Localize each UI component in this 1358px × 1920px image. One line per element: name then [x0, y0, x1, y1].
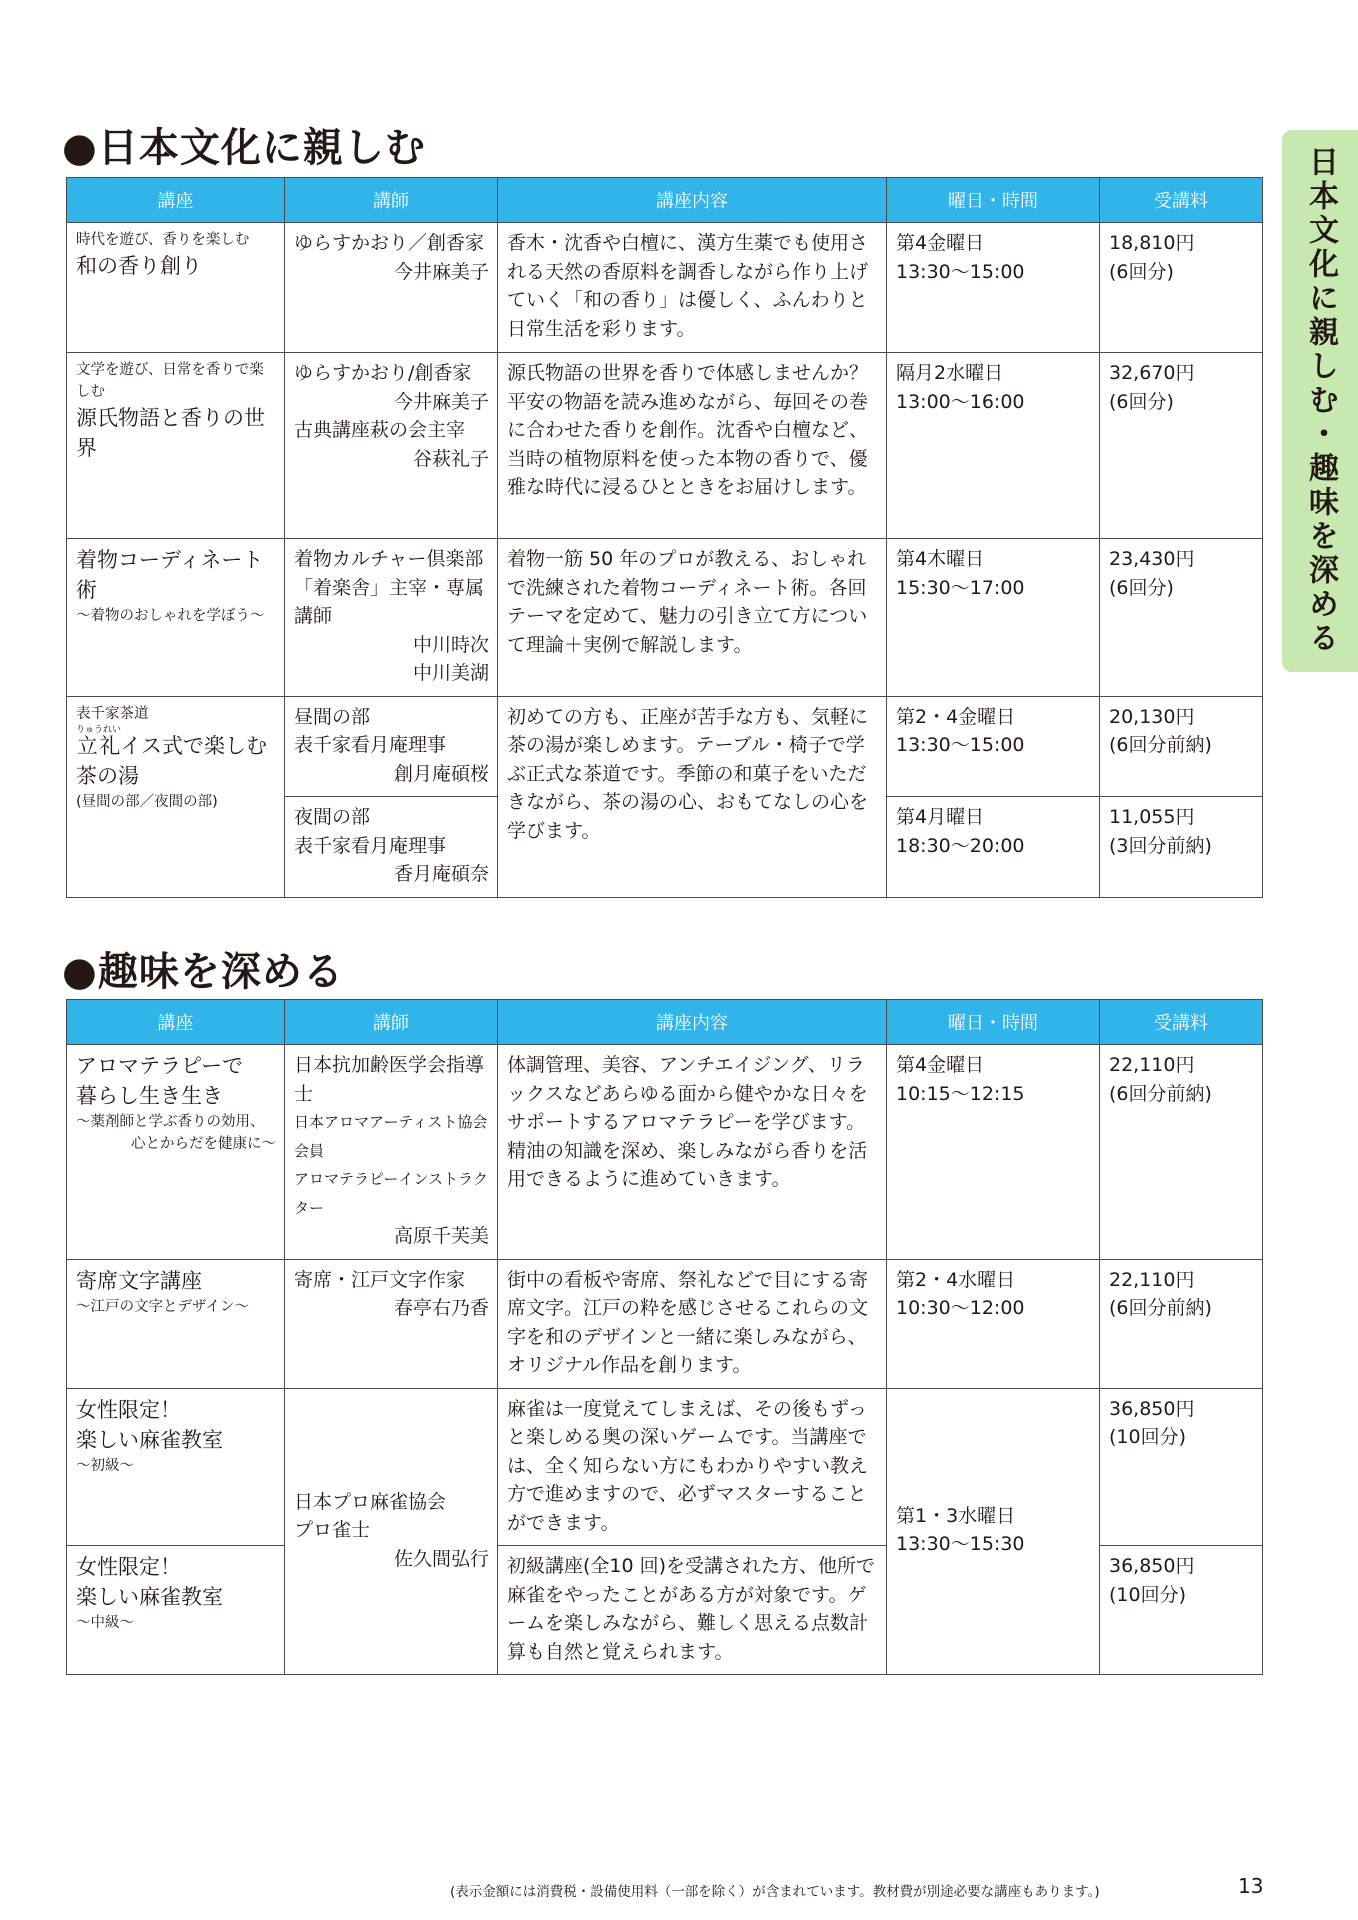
fee-cell: [1100, 696, 1263, 797]
instructor-line: 表千家看月庵理事: [294, 834, 447, 857]
price-footnote: (表示金額には消費税・設備使用料（一部を除く）が含まれています。教材費が別途必要な講座もあります。): [450, 1884, 1100, 1900]
schedule-cell: [887, 1388, 1100, 1675]
instructor-line: ゆらすかおり／創香家: [294, 232, 485, 254]
instructor-line: ゆらすかおり/創香家: [294, 362, 472, 384]
header-course: 講座: [67, 1000, 285, 1045]
course-description: 初級講座(全10 回)を受講された方、他所で麻雀をやったことがある方が対象です。ゲームを楽しみながら、難しく思える点数計算も自然と覚えられます。: [498, 1546, 887, 1675]
course-subtitle: 時代を遊び、香りを楽しむ: [76, 232, 250, 248]
course-name-rest: イス式で楽しむ: [120, 733, 268, 758]
header-instructor: 講師: [285, 178, 498, 223]
fee-cell: [1100, 1045, 1263, 1260]
course-fee: 11,055円: [1109, 806, 1195, 828]
course-subtitle: (昼間の部／夜間の部): [76, 793, 218, 810]
course-fee: 20,130円: [1109, 705, 1195, 728]
table-row: [67, 1259, 1263, 1388]
course-time: 13:30〜15:00: [896, 260, 1025, 283]
header-schedule: 曜日・時間: [887, 1000, 1100, 1045]
instructor-cell: [285, 223, 498, 353]
course-day: 隔月2水曜日: [896, 362, 1004, 384]
course-description: 源氏物語の世界を香りで体感しませんか？ 平安の物語を読み進めながら、毎回その巻に合わせた香りを創作。沈香や白檀など、当時の植物原料を使った本物の香りで、優雅な時代に浸るひとときをお届けします。: [498, 353, 887, 539]
instructor-line: 表千家看月庵理事: [294, 734, 447, 756]
course-subtitle: 〜薬剤師と学ぶ香りの効用、: [76, 1114, 265, 1130]
table-row: [67, 223, 1263, 353]
instructor-name: 中川美湖: [412, 662, 489, 684]
course-name: 寄席文字講座: [76, 1268, 202, 1293]
header-schedule: 曜日・時間: [887, 178, 1100, 223]
course-day: 第2・4水曜日: [896, 1268, 1016, 1291]
table-row: [67, 353, 1263, 539]
course-name: 女性限定！: [76, 1555, 181, 1579]
instructor-name: 香月庵碩奈: [393, 863, 489, 885]
course-time: 10:30〜12:00: [896, 1297, 1025, 1319]
course-day: 第4金曜日: [896, 232, 985, 254]
course-fee-note: (10回分): [1109, 1426, 1187, 1448]
table-row: [67, 539, 1263, 697]
course-name: アロマテラピーで: [76, 1054, 244, 1078]
course-fee: 23,430円: [1109, 548, 1195, 570]
course-name-line2: 茶の湯: [76, 763, 139, 788]
course-name-line2: 暮らし生き生き: [76, 1084, 223, 1108]
instructor-line: プロ雀士: [294, 1519, 371, 1541]
course-cell: [67, 539, 285, 697]
instructor-name: 創月庵碩桜: [393, 762, 489, 785]
header-instructor: 講師: [285, 1000, 498, 1045]
instructor-name: 春亭右乃香: [393, 1297, 489, 1319]
course-fee-note: (3回分前納): [1109, 834, 1212, 857]
course-subtitle: 〜着物のおしゃれを学ぼう〜: [76, 608, 265, 624]
schedule-cell: [887, 1259, 1100, 1388]
fee-cell: [1100, 353, 1263, 539]
course-cell: [67, 1546, 285, 1675]
schedule-cell: [887, 797, 1100, 898]
course-cell: [67, 223, 285, 353]
table-row: [67, 696, 1263, 797]
course-fee: 32,670円: [1109, 362, 1195, 384]
page-number: 13: [1238, 1874, 1264, 1898]
course-cell: [67, 353, 285, 539]
ruby-reading: りゅうれい: [76, 724, 122, 735]
fee-cell: [1100, 539, 1263, 697]
course-name-line2: 楽しい麻雀教室: [76, 1585, 223, 1609]
table-header-row: [67, 1000, 1263, 1045]
course-name: 着物コーディネート術: [76, 548, 264, 602]
header-fee: 受講料: [1100, 178, 1263, 223]
table-row: [67, 1045, 1263, 1260]
course-description: 香木・沈香や白檀に、漢方生薬でも使用される天然の香原料を調香しながら作り上げていく「和の香り」は優しく、ふんわりと日常生活を彩ります。: [498, 223, 887, 353]
course-description: 着物一筋 50 年のプロが教える、おしゃれで洗練された着物コーディネート術。各回テーマを定めて、魅力の引き立て方について理論＋実例で解説します。: [498, 539, 887, 697]
hobby-course-table: [66, 999, 1263, 1675]
course-subtitle-line2: 心とからだを健康に〜: [131, 1136, 276, 1152]
schedule-cell: [887, 1045, 1100, 1260]
instructor-name: 高原千芙美: [393, 1225, 489, 1247]
instructor-cell: [285, 797, 498, 898]
instructor-cell: [285, 1259, 498, 1388]
course-fee-note: (6回分): [1109, 390, 1174, 413]
table-header-row: [67, 178, 1263, 223]
instructor-name: 今井麻美子: [393, 390, 489, 413]
header-content: 講座内容: [498, 178, 887, 223]
course-fee: 22,110円: [1109, 1054, 1195, 1076]
instructor-cell: [285, 539, 498, 697]
course-name-line2: 楽しい麻雀教室: [76, 1427, 223, 1452]
session-label: 昼間の部: [294, 705, 371, 728]
course-time: 13:30〜15:30: [896, 1533, 1025, 1556]
instructor-cell: [285, 1045, 498, 1260]
course-time: 13:30〜15:00: [896, 734, 1025, 756]
course-cell: [67, 1259, 285, 1388]
course-description: 体調管理、美容、アンチエイジング、リラックスなどあらゆる面から健やかな日々をサポートするアロマテラピーを学びます。精油の知識を深め、楽しみながら香りを活用できるように進めていきます。: [498, 1045, 887, 1260]
instructor-name: 谷萩礼子: [412, 447, 489, 470]
instructor-line: 日本抗加齢医学会指導士: [294, 1054, 485, 1105]
course-fee-note: (6回分前納): [1109, 734, 1212, 756]
section-title-japanese-culture: ●日本文化に親しむ: [62, 125, 426, 171]
header-course: 講座: [67, 178, 285, 223]
table-row: [67, 1388, 1263, 1546]
session-label: 夜間の部: [294, 806, 371, 828]
fee-cell: [1100, 1259, 1263, 1388]
instructor-line: 日本プロ麻雀協会: [294, 1490, 447, 1513]
course-name: [76, 725, 276, 761]
course-time: 18:30〜20:00: [896, 834, 1025, 857]
course-day: 第4金曜日: [896, 1054, 985, 1076]
course-time: 13:00〜16:00: [896, 390, 1025, 413]
course-cell: [67, 1045, 285, 1260]
course-time: 10:15〜12:15: [896, 1082, 1025, 1105]
course-fee: 22,110円: [1109, 1268, 1195, 1291]
instructor-line: 着物カルチャー倶楽部「着楽舎」主宰・専属講師: [294, 548, 485, 627]
course-cell: [67, 1388, 285, 1546]
instructor-line: 日本アロマアーティスト協会会員: [294, 1113, 488, 1160]
course-fee-note: (6回分): [1109, 576, 1174, 599]
side-index-label: 日本文化に親しむ・趣味を深める: [1303, 146, 1338, 656]
course-day: 第2・4金曜日: [896, 705, 1016, 728]
course-fee-note: (6回分前納): [1109, 1082, 1212, 1105]
course-cell: [67, 696, 285, 897]
course-name: 女性限定！: [76, 1397, 181, 1422]
japanese-culture-course-table: [66, 177, 1263, 898]
instructor-name: 中川時次: [412, 633, 489, 656]
course-subtitle: 〜初級〜: [76, 1457, 134, 1474]
course-name: 和の香り創り: [76, 254, 202, 278]
course-subtitle: 表千家茶道: [76, 705, 149, 722]
schedule-cell: [887, 223, 1100, 353]
fee-cell: [1100, 1546, 1263, 1675]
course-description: 街中の看板や寄席、祭礼などで目にする寄席文字。江戸の粋を感じさせるこれらの文字を和のデザインと一緒に楽しみながら、オリジナル作品を創ります。: [498, 1259, 887, 1388]
course-fee: 36,850円: [1109, 1397, 1195, 1420]
course-name: 源氏物語と香りの世界: [76, 406, 265, 460]
ruby-base: 立礼: [76, 733, 122, 758]
instructor-name: 佐久間弘行: [393, 1547, 489, 1570]
course-fee: 36,850円: [1109, 1555, 1195, 1577]
instructor-line: 古典講座萩の会主宰: [294, 419, 466, 441]
instructor-name: 今井麻美子: [393, 260, 489, 283]
header-content: 講座内容: [498, 1000, 887, 1045]
instructor-cell: [285, 353, 498, 539]
course-fee-note: (10回分): [1109, 1583, 1187, 1606]
fee-cell: [1100, 223, 1263, 353]
section-title-hobbies: ●趣味を深める: [62, 949, 344, 995]
instructor-line: アロマテラピーインストラクター: [294, 1170, 488, 1217]
fee-cell: [1100, 797, 1263, 898]
schedule-cell: [887, 353, 1100, 539]
course-fee-note: (6回分): [1109, 260, 1174, 283]
course-description: 初めての方も、正座が苦手な方も、気軽に茶の湯が楽しめます。テーブル・椅子で学ぶ正式な茶道です。季節の和菓子をいただきながら、茶の湯の心、おもてなしの心を学びます。: [498, 696, 887, 897]
fee-cell: [1100, 1388, 1263, 1546]
instructor-cell: [285, 1388, 498, 1675]
schedule-cell: [887, 539, 1100, 697]
instructor-cell: [285, 696, 498, 797]
header-fee: 受講料: [1100, 1000, 1263, 1045]
side-index-tab: [1282, 130, 1358, 672]
course-subtitle: 文学を遊び、日常を香りで楽しむ: [76, 362, 264, 400]
course-description: 麻雀は一度覚えてしまえば、その後もずっと楽しめる奥の深いゲームです。当講座では、全く知らない方にもわかりやすい教え方で進めますので、必ずマスターすることができます。: [498, 1388, 887, 1546]
course-subtitle: 〜江戸の文字とデザイン〜: [76, 1298, 249, 1315]
course-subtitle: 〜中級〜: [76, 1615, 134, 1631]
course-time: 15:30〜17:00: [896, 576, 1025, 599]
course-day: 第4木曜日: [896, 548, 985, 570]
course-fee: 18,810円: [1109, 232, 1195, 254]
course-fee-note: (6回分前納): [1109, 1297, 1212, 1319]
schedule-cell: [887, 696, 1100, 797]
instructor-line: 寄席・江戸文字作家: [294, 1268, 466, 1291]
course-day: 第4月曜日: [896, 806, 985, 828]
course-day: 第1・3水曜日: [896, 1504, 1016, 1527]
